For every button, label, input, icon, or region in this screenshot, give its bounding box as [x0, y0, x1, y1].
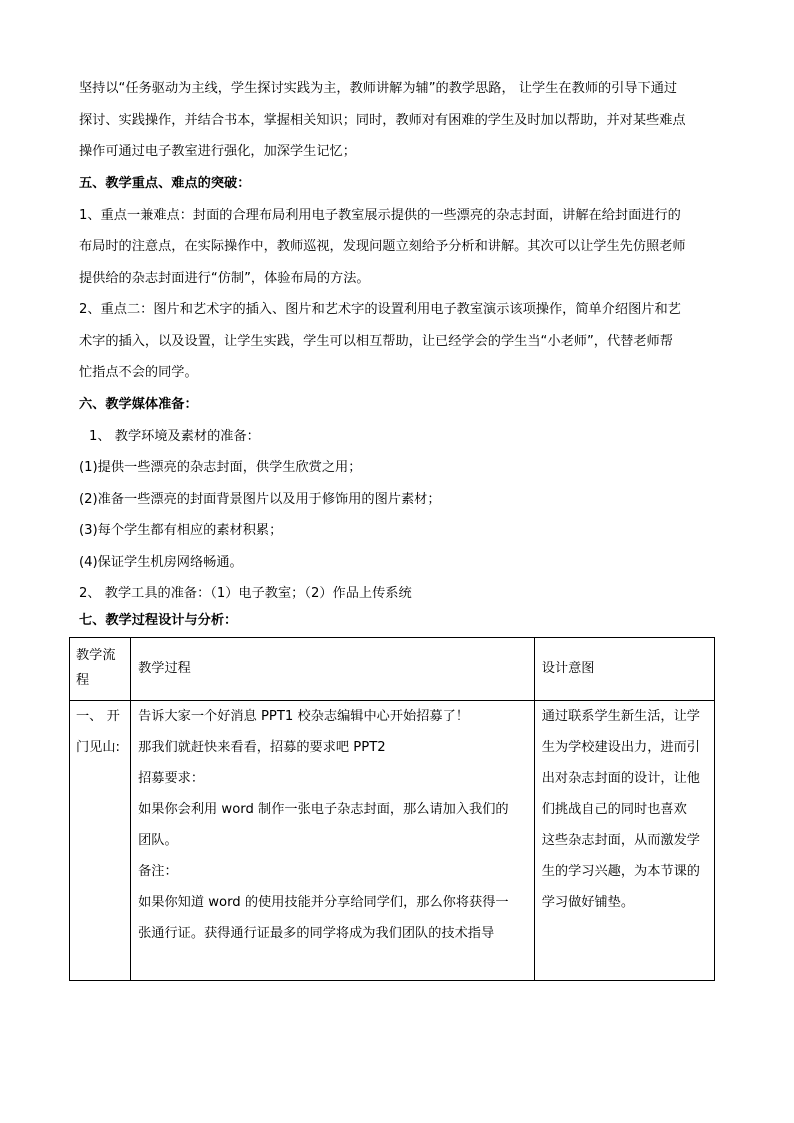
process-line: 如果你会利用 word 制作一张电子杂志封面，那么请加入我们的 [138, 802, 509, 817]
process-line: 备注： [138, 864, 178, 879]
intent-line: 生为学校建设出力，进而引 [541, 740, 700, 755]
header-cell-intent [534, 638, 714, 701]
header-cell-process [131, 638, 535, 701]
flow-text: 一、 开 [76, 709, 120, 724]
process-line: 那我们就赶快来看看，招募的要求吧 PPT2 [138, 740, 386, 755]
text-line: 忙指点不会的同学。 [79, 365, 198, 380]
flow-cell [70, 701, 131, 981]
section-heading: 五、教学重点、难点的突破： [79, 176, 251, 191]
table-header-row [70, 638, 715, 701]
flow-text: 门见山: [76, 740, 121, 755]
text-line: (2)准备一些漂亮的封面背景图片以及用于修饰用的图片素材； [79, 491, 441, 507]
header-text: 教学过程 [138, 661, 191, 676]
intent-line: 通过联系学生新生活，让学 [541, 709, 700, 724]
intent-cell [534, 701, 714, 981]
text-line: (4)保证学生机房网络畅通。 [79, 554, 243, 570]
intent-line: 这些杂志封面，从而激发学 [541, 833, 700, 848]
header-cell-flow [70, 638, 131, 701]
text-line: (3)每个学生都有相应的素材积累； [79, 523, 283, 538]
section-heading: 七、教学过程设计与分析： [79, 613, 238, 628]
text-line: 1、重点一兼难点：封面的合理布局利用电子教室展示提供的一些漂亮的杂志封面，讲解在给封面进行的 [79, 207, 681, 223]
text-line: 探讨、实践操作，并结合书本，掌握相关知识；同时，教师对有困难的学生及时加以帮助，并对某些难点 [79, 112, 686, 128]
process-cell [131, 701, 535, 981]
process-line: 告诉大家一个好消息 PPT1 校杂志编辑中心开始招募了！ [138, 709, 469, 724]
table-row [70, 701, 715, 981]
process-line: 张通行证。获得通行证最多的同学将成为我们团队的技术指导 [138, 926, 495, 941]
intent-line: 学习做好铺垫。 [541, 895, 635, 910]
section-7 [79, 605, 719, 637]
text-line: 1、 教学环境及素材的准备： [89, 428, 260, 444]
process-line: 招募要求： [138, 771, 205, 786]
process-line: 团队。 [138, 833, 178, 848]
section-6 [79, 389, 719, 610]
text-line: (1)提供一些漂亮的杂志封面，供学生欣赏之用； [79, 460, 362, 475]
intent-line: 们挑战自己的同时也喜欢 [541, 802, 687, 817]
intent-line: 生的学习兴趣，为本节课的 [541, 864, 700, 879]
text-line: 术字的插入，以及设置，让学生实践，学生可以相互帮助，让已经学会的学生当“小老师”，代替老师帮 [79, 333, 673, 349]
text-line: 2、重点二：图片和艺术字的插入、图片和艺术字的设置利用电子教室演示该项操作，简单介绍图片和艺 [79, 302, 681, 317]
section-5 [79, 168, 719, 389]
text-line: 坚持以“任务驱动为主线，学生探讨实践为主，教师讲解为辅”的教学思路， 让学生在教师的引导下通过 [79, 81, 678, 96]
header-text: 设计意图 [541, 661, 595, 676]
text-line: 操作可通过电子教室进行强化，加深学生记忆； [79, 144, 356, 159]
teaching-process-table [69, 637, 715, 981]
text-line: 2、 教学工具的准备：（1）电子教室；（2）作品上传系统 [79, 586, 412, 601]
header-text: 程 [76, 673, 90, 688]
process-line: 如果你知道 word 的使用技能并分享给同学们，那么你将获得一 [138, 895, 509, 910]
intent-line: 出对杂志封面的设计，让他 [541, 771, 700, 786]
text-line: 提供给的杂志封面进行“仿制”，体验布局的方法。 [79, 270, 370, 286]
section-heading: 六、教学媒体准备： [79, 397, 198, 412]
text-line: 布局时的注意点，在实际操作中，教师巡视，发现问题立刻给予分析和讲解。其次可以让学生先仿照老师 [79, 239, 686, 254]
intro-paragraph [79, 73, 719, 168]
header-text: 教学流 [76, 648, 116, 663]
